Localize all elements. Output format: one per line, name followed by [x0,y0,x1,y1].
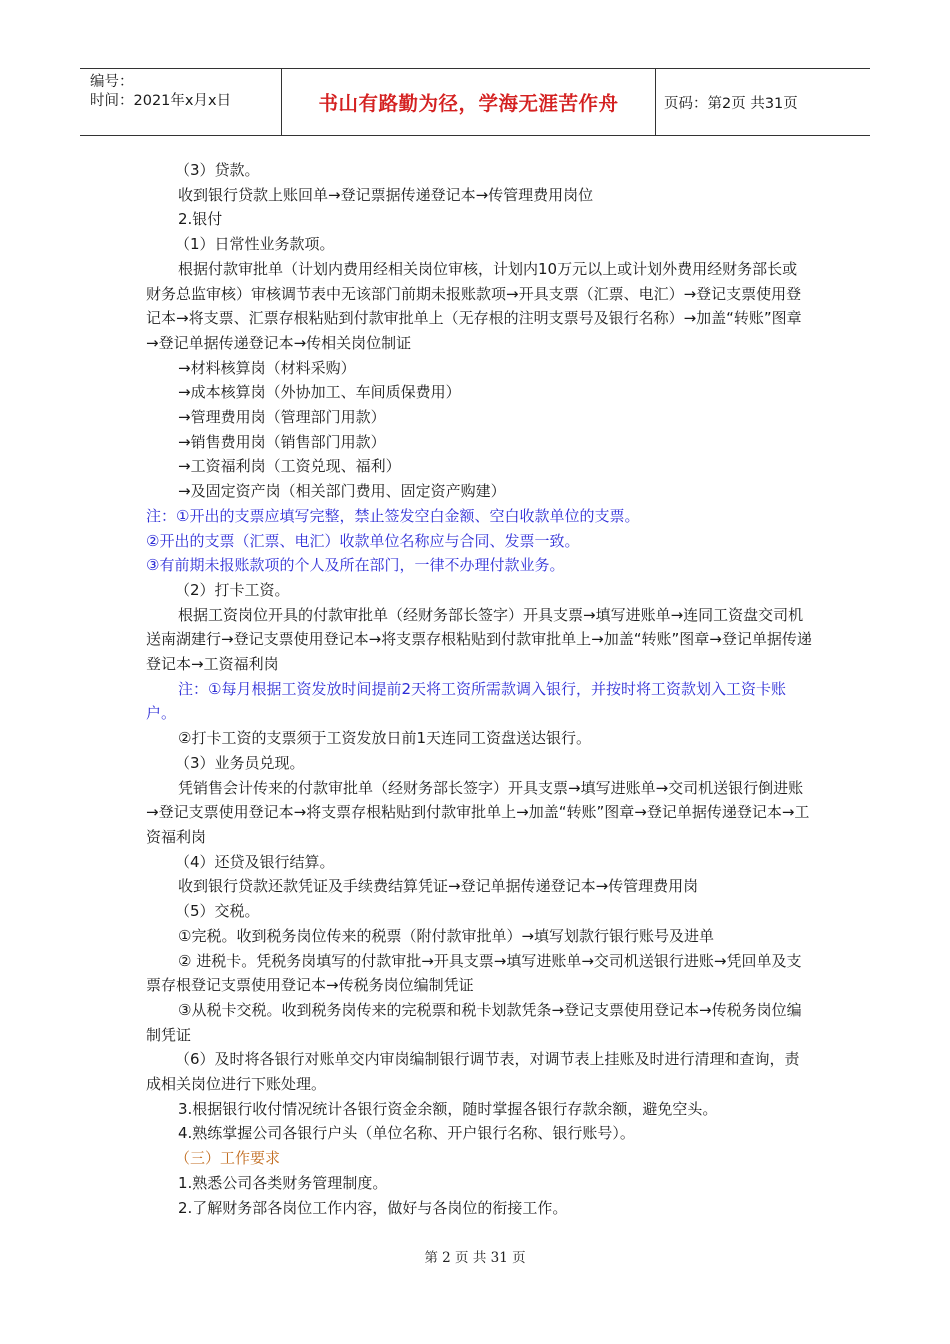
list-item: →成本核算岗（外协加工、车间质保费用） [178,383,461,402]
paragraph: 收到银行贷款还款凭证及手续费结算凭证→登记单据传递登记本→传管理费用岗 [178,877,699,896]
paragraph: 3.根据银行收付情况统计各银行资金余额，随时掌握各银行存款余额，避免空头。 [178,1099,718,1118]
paragraph: ② 进税卡。凭税务岗填写的付款审批→开具支票→填写进账单→交司机送银行进账→凭回单及支票存根登记支票使用登记本→传税务岗位编制凭证 [146,951,802,995]
note-line: ②开出的支票（汇票、电汇）收款单位名称应与合同、发票一致。 [146,531,580,550]
page-label: 页码：第2页 共31页 [664,95,798,112]
page-number-cell [656,69,870,135]
paragraph: ①完税。收到税务岗位传来的税票（附付款审批单）→填写划款行银行账号及进单 [178,926,715,945]
section-heading-work-requirements: （三）工作要求 [175,1149,281,1168]
subheading-loan: （3）贷款。 [175,161,260,179]
header-meta-cell [80,69,282,135]
list-item: →管理费用岗（管理部门用款） [178,408,386,427]
subheading-repayment: （4）还贷及银行结算。 [175,852,335,871]
time-label: 时间：2021年x月x日 [90,93,232,109]
motto-cell [282,69,656,135]
document-body [146,158,812,1220]
motto-text: 书山有路勤为径，学海无涯苦作舟 [318,92,619,115]
subheading-payroll: （2）打卡工资。 [175,580,290,599]
paragraph: 凭销售会计传来的付款审批单（经财务部长签字）开具支票→填写进账单→交司机送银行倒进账→登记支票使用登记本→将支票存根粘贴到付款审批单上→加盖“转账”图章→登记单据传递登记本→工资福利岗 [146,778,810,846]
list-item: →工资福利岗（工资兑现、福利） [178,457,401,476]
list-item: →销售费用岗（销售部门用款） [178,432,386,451]
paragraph: 4.熟练掌握公司各银行户头（单位名称、开户银行名称、银行账号）。 [178,1124,635,1143]
paragraph: 收到银行贷款上账回单→登记票据传递登记本→传管理费用岗位 [178,185,594,204]
paragraph: 根据工资岗位开具的付款审批单（经财务部长签字）开具支票→填写进账单→连同工资盘交司机送南湖建行→登记支票使用登记本→将支票存根粘贴到付款审批单上→加盖“转账”图章→登记单据传递登记本→工资福利岗 [146,605,812,674]
subheading-salesman: （3）业务员兑现。 [175,753,305,772]
list-item: →材料核算岗（材料采购） [178,358,356,377]
note-line: 注：①开出的支票应填写完整，禁止签发空白金额、空白收款单位的支票。 [146,506,640,525]
paragraph: 2.了解财务部各岗位工作内容，做好与各岗位的衔接工作。 [178,1198,568,1217]
paragraph: ②打卡工资的支票须于工资发放日前1天连同工资盘送达银行。 [178,729,591,748]
section-heading-bank-payment: 2.银付 [178,210,223,229]
number-label: 编号： [90,74,134,90]
paragraph: （6）及时将各银行对账单交内审岗编制银行调节表，对调节表上挂账及时进行清理和查询，责成相关岗位进行下账处理。 [146,1050,800,1094]
page-footer [0,1246,950,1266]
paragraph: 1.熟悉公司各类财务管理制度。 [178,1173,388,1192]
subheading-tax: （5）交税。 [175,902,260,921]
paragraph: ③从税卡交税。收到税务岗传来的完税票和税卡划款凭条→登记支票使用登记本→传税务岗位编制凭证 [146,1000,802,1044]
note-line: 注：①每月根据工资发放时间提前2天将工资所需款调入银行，并按时将工资款划入工资卡账户。 [146,679,786,723]
footer-page-text: 第 2 页 共 31 页 [424,1250,526,1266]
page-header [80,68,870,136]
subheading-daily: （1）日常性业务款项。 [175,235,335,254]
list-item: →及固定资产岗（相关部门费用、固定资产购建） [178,482,506,501]
note-line: ③有前期未报账款项的个人及所在部门，一律不办理付款业务。 [146,556,565,575]
paragraph: 根据付款审批单（计划内费用经相关岗位审核，计划内10万元以上或计划外费用经财务部长或财务总监审核）审核调节表中无该部门前期未报账款项→开具支票（汇票、电汇）→登记支票使用登记本→将支票、汇票存根粘贴到付款审批单上（无存根的注明支票号及银行名称）→加盖“转账”图章→登记单据传递登记本→传相关岗位制证 [146,259,802,352]
